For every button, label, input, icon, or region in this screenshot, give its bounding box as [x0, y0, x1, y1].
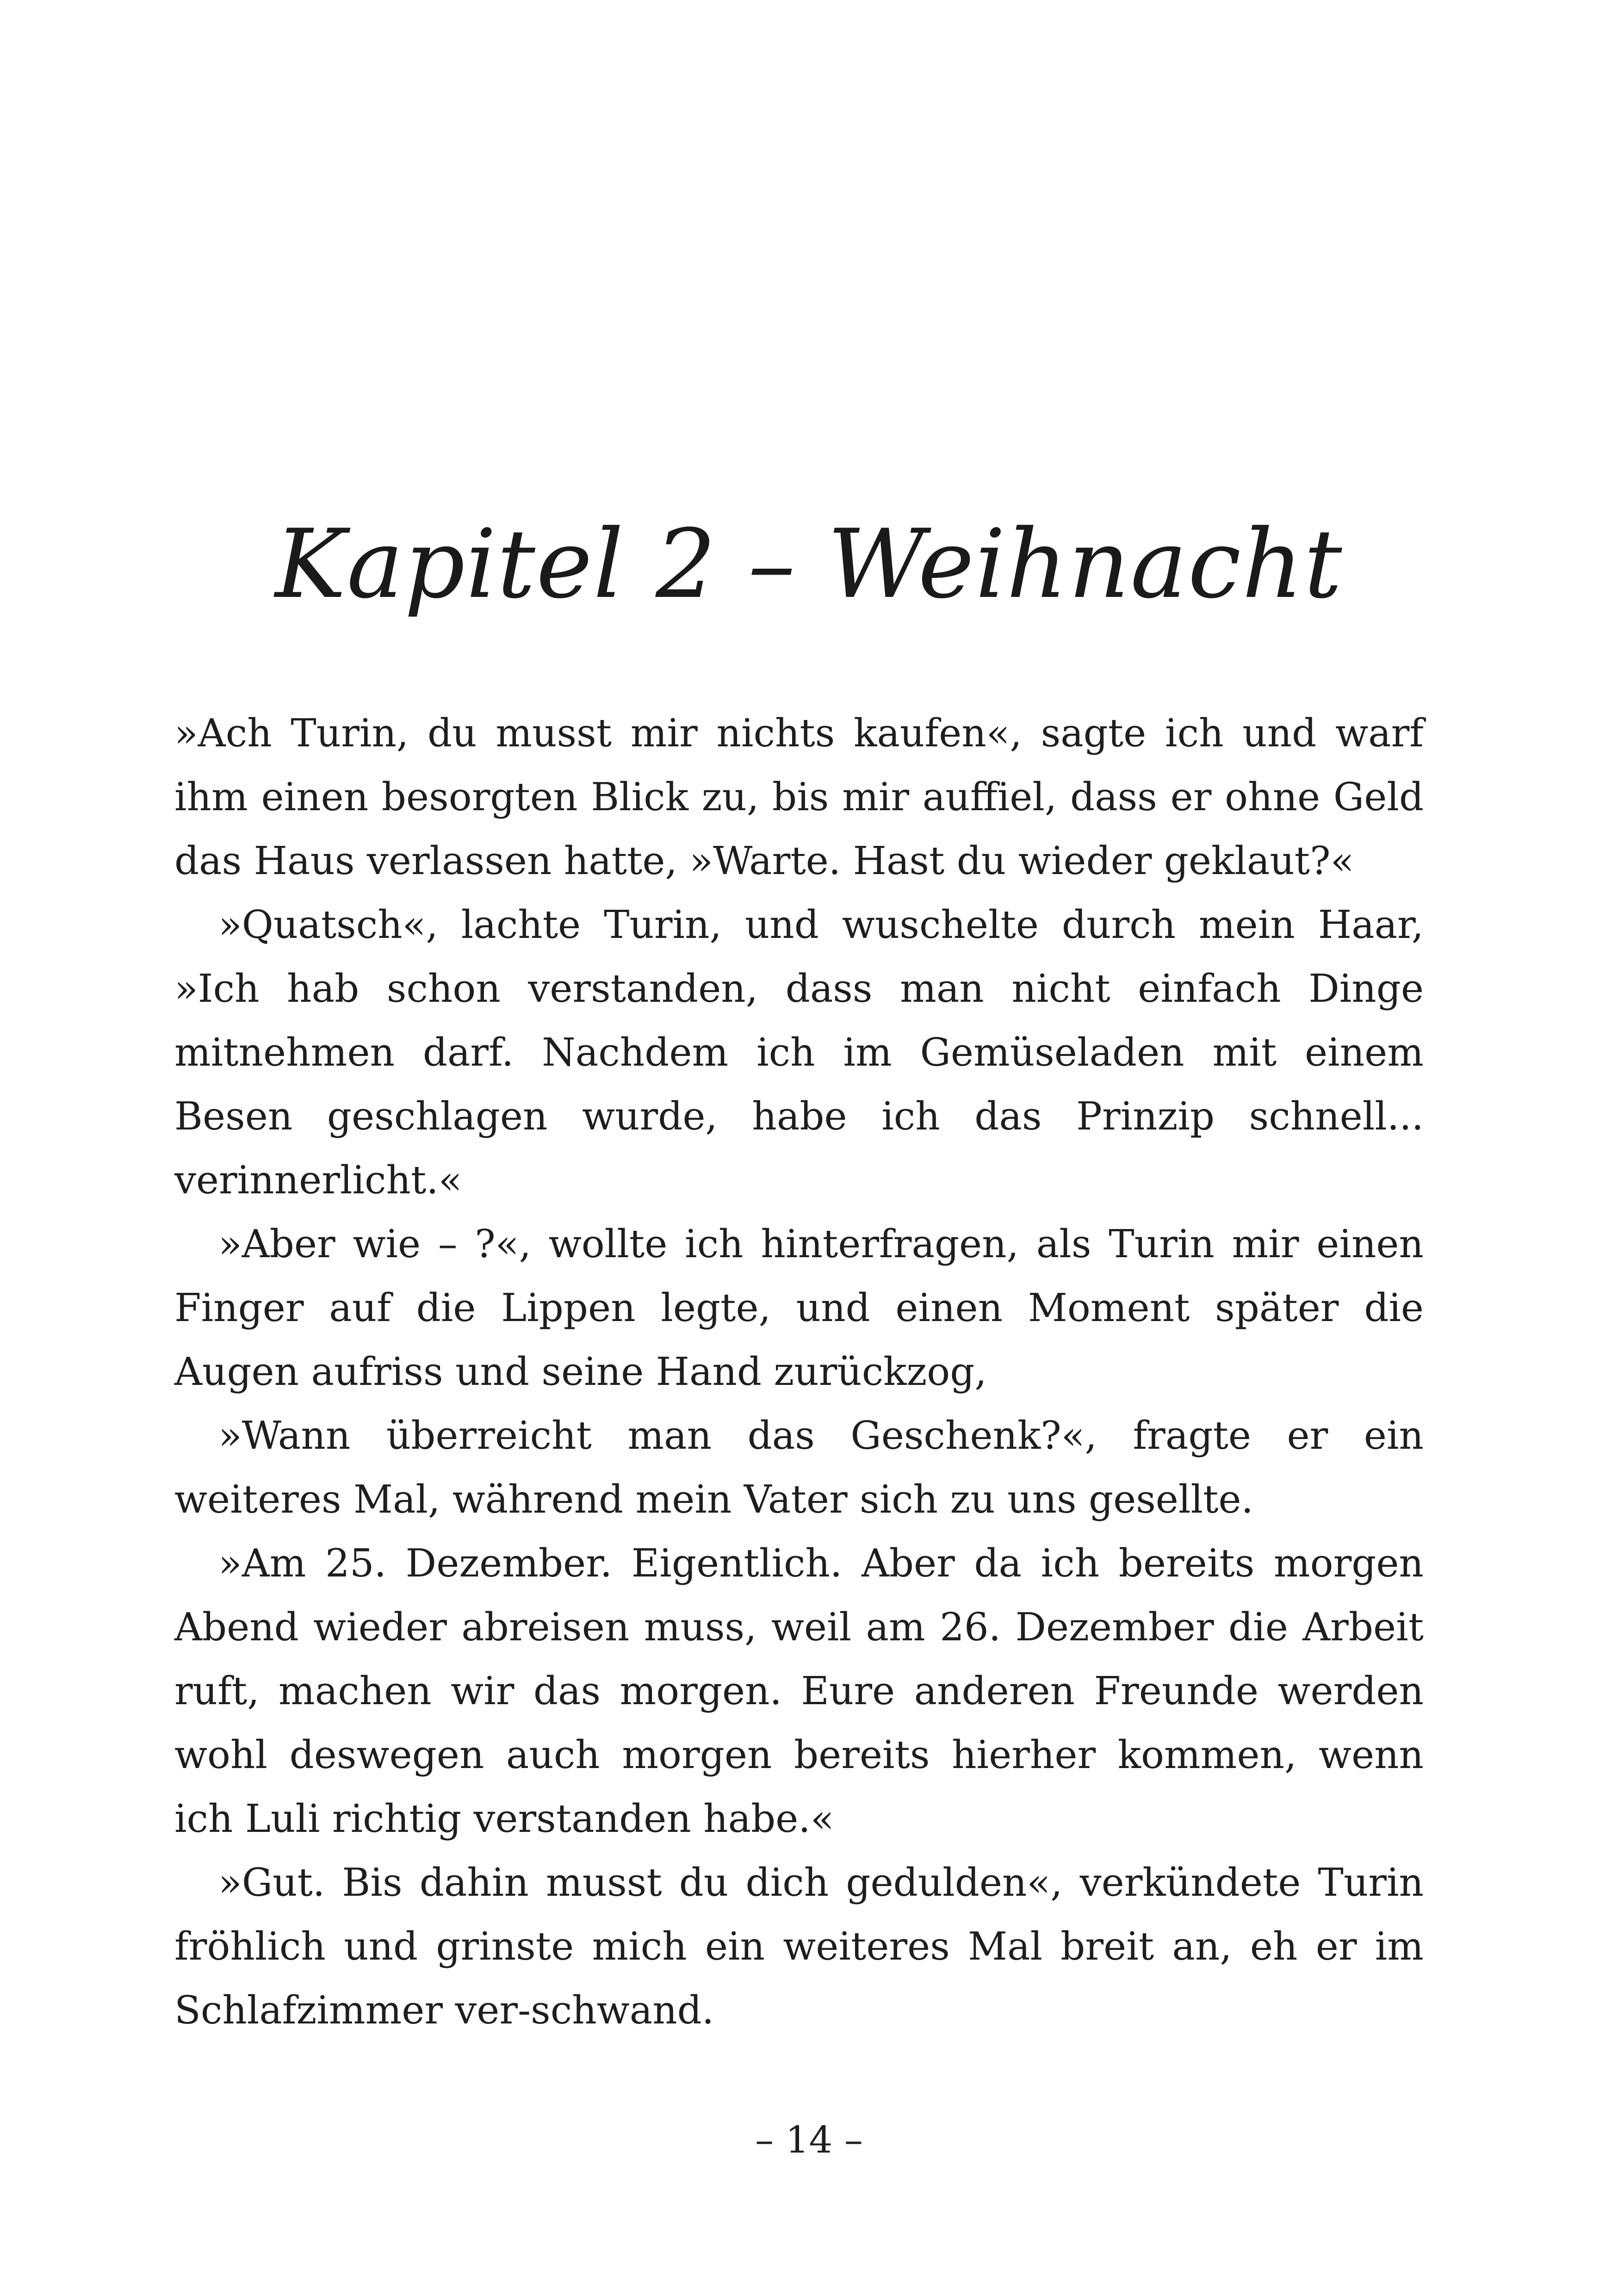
- body-text: [174, 701, 1424, 2042]
- paragraph: »Am 25. Dezember. Eigentlich. Aber da ich bereits morgen Abend wieder abreisen muss, weil am 26. Dezember die Arbeit ruft, machen wir das morgen. Eure anderen Freunde werden wohl deswegen auch morgen bereits hierher kommen, wenn ich Luli richtig verstanden habe.«: [174, 1541, 1424, 1841]
- paragraph: »Quatsch«, lachte Turin, und wuschelte durch mein Haar, »Ich hab schon verstanden, dass man nicht einfach Dinge mitnehmen darf. Nachdem ich im Gemüseladen mit einem Besen geschlagen wurde, habe ich das Prinzip schnell... verinnerlicht.«: [174, 902, 1424, 1203]
- paragraph: »Aber wie – ?«, wollte ich hinterfragen, als Turin mir einen Finger auf die Lippen legte, und einen Moment später die Augen aufriss und seine Hand zurückzog,: [174, 1222, 1424, 1394]
- paragraph: »Gut. Bis dahin musst du dich gedulden«, verkündete Turin fröhlich und grinste mich ein weiteres Mal breit an, eh er im Schlafzimmer ver-schwand.: [174, 1860, 1424, 2033]
- chapter-title: Kapitel 2 – Weihnacht: [275, 509, 1343, 620]
- page-number: – 14 –: [755, 2118, 863, 2161]
- paragraph: »Ach Turin, du musst mir nichts kaufen«, sagte ich und warf ihm einen besorgten Blick zu, bis mir auffiel, dass er ohne Geld das Haus verlassen hatte, »Warte. Hast du wieder geklaut?«: [174, 711, 1424, 883]
- paragraph: »Wann überreicht man das Geschenk?«, fragte er ein weiteres Mal, während mein Vater sich zu uns gesellte.: [174, 1413, 1424, 1522]
